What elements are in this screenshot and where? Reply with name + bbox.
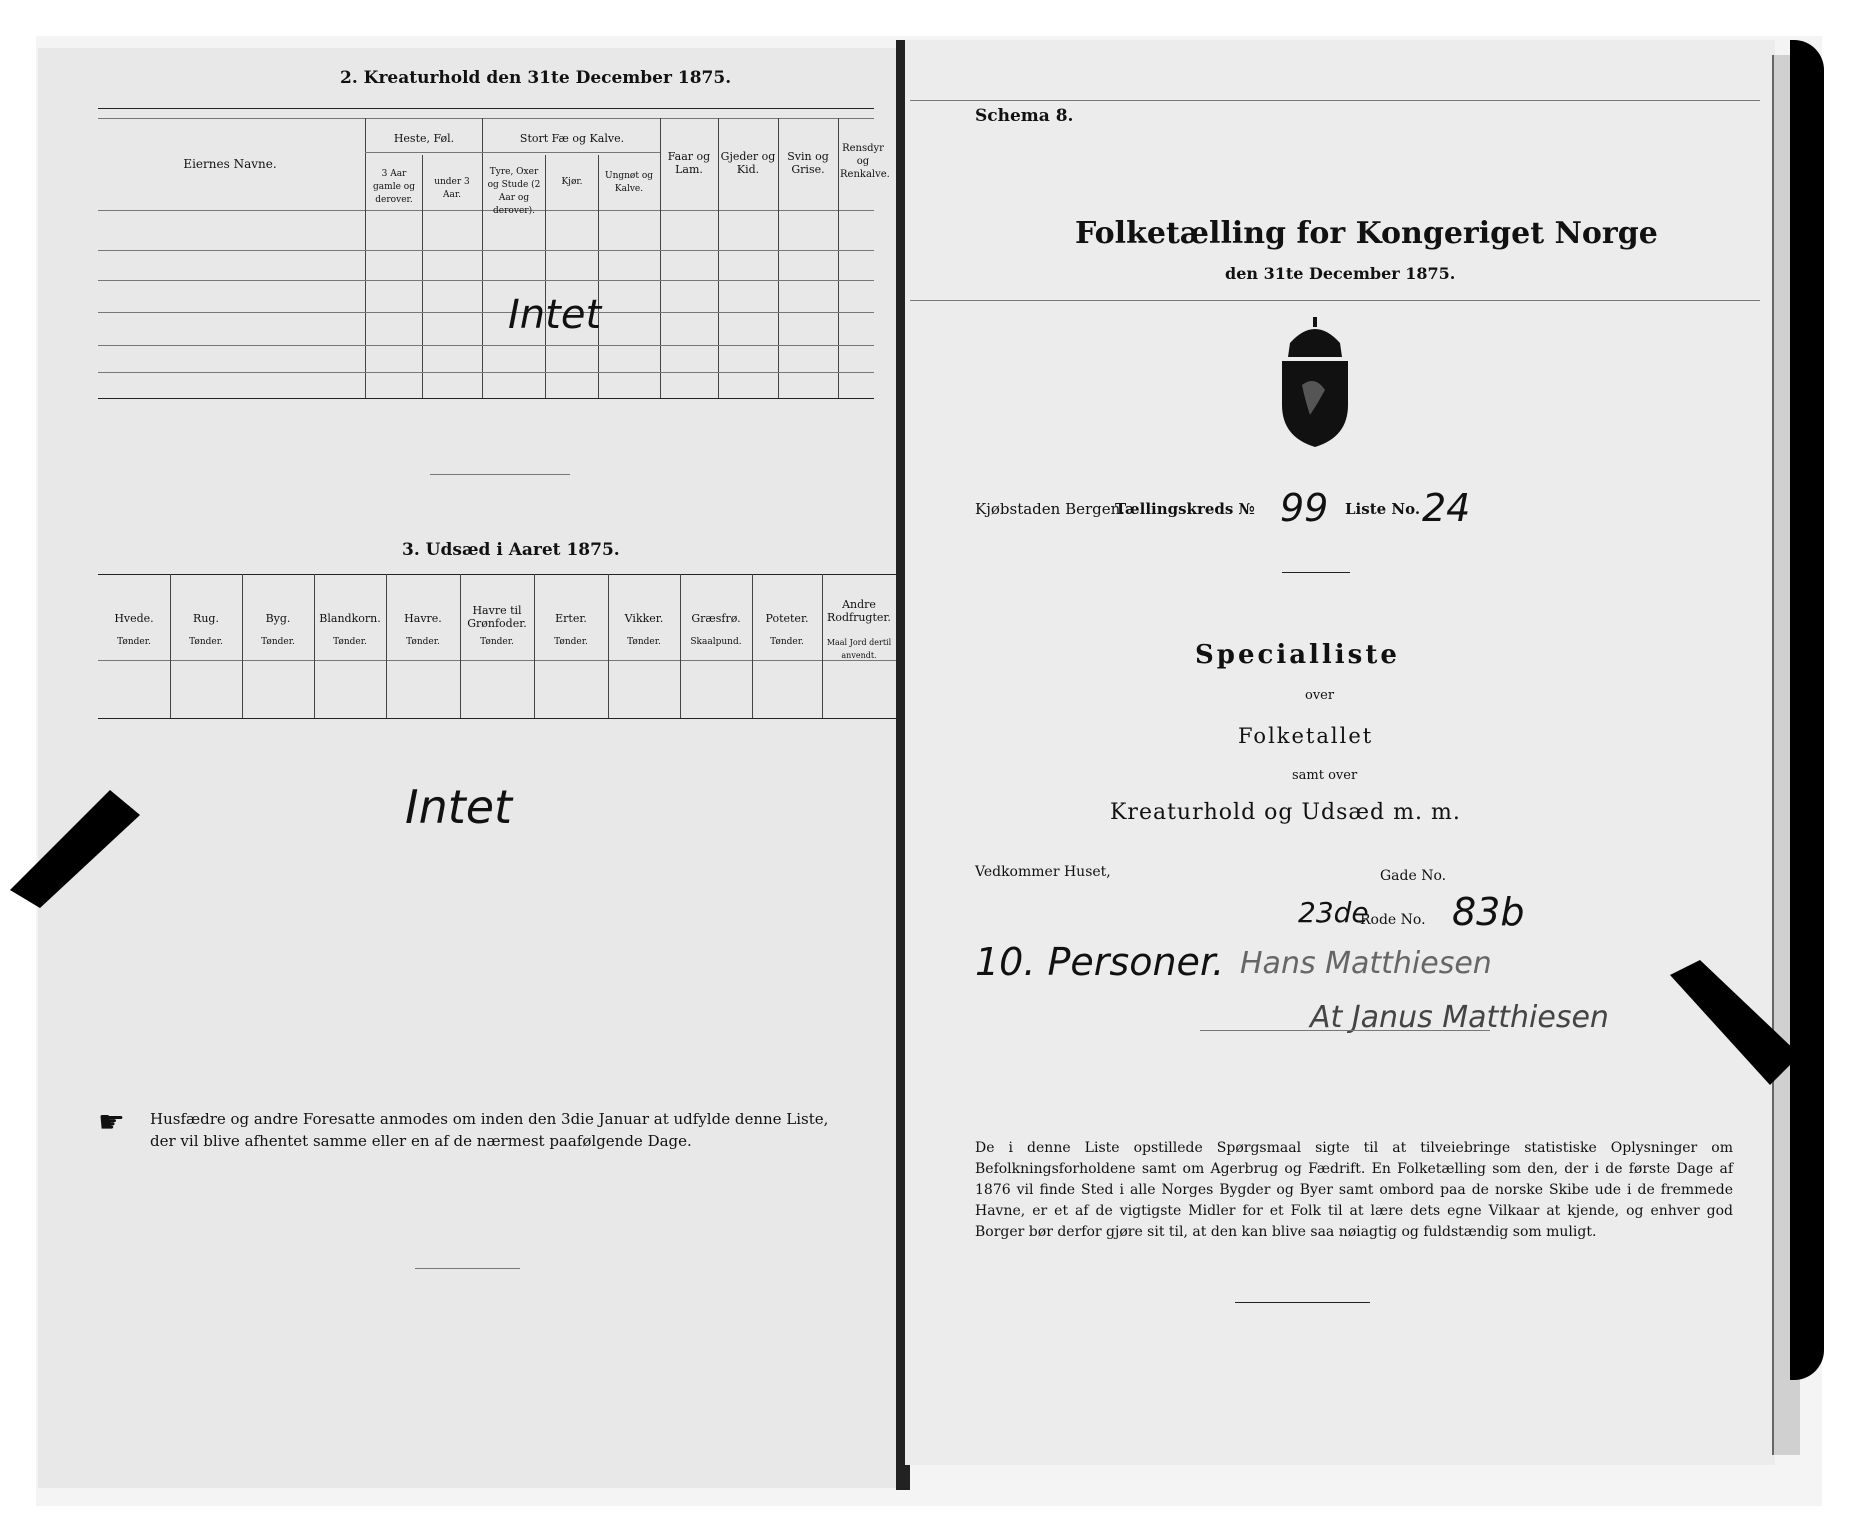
table3-header-graesfro: Græsfrø. <box>691 612 741 625</box>
notice-text: Husfædre og andre Foresatte anmodes om inden den 3die Januar at udfylde denne Liste, der vil blive afhentet samme eller en af de nærmest paafølgende Dage. <box>150 1110 829 1150</box>
table3-header-blandkorn: Blandkorn. <box>319 612 381 625</box>
table3-unit: Tønder. <box>770 637 804 647</box>
table3-top-rule <box>98 574 896 575</box>
owner-name-2: At Janus Matthiesen <box>1310 1000 1609 1035</box>
table3-unit: Tønder. <box>189 637 223 647</box>
tab-marker-left-icon <box>0 780 150 910</box>
section3-title: 3. Udsæd i Aaret 1875. <box>402 540 620 560</box>
folketallet-label: Folketallet <box>1238 724 1374 748</box>
table3-col-line <box>752 574 753 718</box>
left-page <box>38 48 898 1488</box>
over-label: over <box>1305 688 1335 703</box>
table3-header-erter: Erter. <box>555 612 587 625</box>
rode-value: 83b <box>1452 890 1525 934</box>
table3-col-line <box>534 574 535 718</box>
scan-border-bottom <box>0 1506 1850 1536</box>
table3-header-vikker: Vikker. <box>624 612 664 625</box>
rode-prefix: 23de <box>1298 896 1369 929</box>
table2-col-line <box>660 118 661 398</box>
gade-label: Gade No. <box>1380 868 1447 884</box>
table3-header-byg: Byg. <box>265 612 291 625</box>
book-corner-right <box>1790 40 1824 1380</box>
table2-row-rule <box>98 280 874 281</box>
table2-row-rule <box>98 312 874 313</box>
table2-owner-header: Eiernes Navne. <box>183 157 277 171</box>
table2-col-line <box>482 118 483 398</box>
table2-sub-header: Ungnøt og Kalve. <box>604 171 653 194</box>
table2-row-rule <box>98 345 874 346</box>
table3-header-rug: Rug. <box>193 612 219 625</box>
table2-sub-header: Kjør. <box>561 177 583 187</box>
table3-unit: Tønder. <box>480 637 514 647</box>
table2-reindeer-header: Rensdyr og Renkalve. <box>840 143 890 180</box>
table2-top-rule <box>98 108 874 109</box>
table3-col-line <box>460 574 461 718</box>
table2-top-rule-2 <box>98 118 874 119</box>
table2-goats-header: Gjeder og Kid. <box>720 150 776 176</box>
table3-unit: Skaalpund. <box>690 637 742 647</box>
table2-col-line <box>718 118 719 398</box>
census-title: Folketælling for Kongeriget Norge <box>1075 216 1658 251</box>
table2-bottom-rule <box>98 398 874 399</box>
table2-sheep-header: Faar og Lam. <box>667 150 711 176</box>
table2-col-line <box>838 118 839 398</box>
table2-col-line <box>778 118 779 398</box>
census-subtitle: den 31te December 1875. <box>1225 264 1456 283</box>
table3-header-havre: Havre. <box>404 612 442 625</box>
norway-coat-of-arms-icon <box>1270 315 1360 450</box>
table3-header-poteter: Poteter. <box>765 612 809 625</box>
table3-col-line <box>822 574 823 718</box>
table3-col-line <box>314 574 315 718</box>
schema-label: Schema 8. <box>975 106 1074 126</box>
table3-col-line <box>608 574 609 718</box>
table2-row-rule <box>98 250 874 251</box>
table3-unit: Tønder. <box>117 637 151 647</box>
town-label: Kjøbstaden Bergen. <box>975 500 1126 518</box>
faint-rule <box>910 300 1760 301</box>
table3-header-rule <box>98 660 896 661</box>
table2-row-rule <box>98 372 874 373</box>
table2-col-line <box>422 155 423 398</box>
persons-count: 10. Personer. <box>975 940 1225 984</box>
rode-label: Rode No. <box>1360 912 1426 928</box>
table2-col-line <box>545 155 546 398</box>
table2-col-line <box>365 118 366 398</box>
table3-header-hvede: Hvede. <box>114 612 154 625</box>
list-value: 24 <box>1422 486 1471 530</box>
scan-border-left <box>0 0 36 1536</box>
table3-unit: Tønder. <box>406 637 440 647</box>
bottom-short-rule <box>415 1268 520 1269</box>
kreaturhold-label: Kreaturhold og Udsæd m. m. <box>1110 800 1461 825</box>
faint-rule <box>910 100 1760 101</box>
table3-bottom-rule <box>98 718 896 719</box>
table2-sub-header: 3 Aar gamle og derover. <box>373 169 415 205</box>
table3-handwritten-entry: Intet <box>405 780 513 834</box>
scan-border-right <box>1822 0 1850 1536</box>
table3-col-line <box>680 574 681 718</box>
district-label: Tællingskreds № <box>1115 500 1255 518</box>
table2-col-line <box>598 155 599 398</box>
section2-title: 2. Kreaturhold den 31te December 1875. <box>340 68 732 88</box>
table2-subheader-rule <box>365 152 660 153</box>
right-page <box>905 40 1775 1465</box>
tab-marker-right-icon <box>1660 955 1810 1095</box>
table3-header-andre-rodfrugter: Andre Rodfrugter. <box>827 598 891 624</box>
table3-unit: Tønder. <box>554 637 588 647</box>
table3-unit: Tønder. <box>627 637 661 647</box>
samt-over-label: samt over <box>1292 768 1358 783</box>
table2-cattle-header: Stort Fæ og Kalve. <box>519 132 625 145</box>
separator-short-rule <box>430 474 570 475</box>
title-separator-rule <box>1282 572 1350 573</box>
table3-col-line <box>170 574 171 718</box>
table2-pigs-header: Svin og Grise. <box>787 150 829 176</box>
table3-unit: Tønder. <box>333 637 367 647</box>
owner-name-1: Hans Matthiesen <box>1240 946 1492 981</box>
table2-sub-header: Tyre, Oxer og Stude (2 Aar og derover). <box>487 167 541 216</box>
pointing-hand-icon: ☛ <box>98 1105 125 1140</box>
table2-horses-header: Heste, Føl. <box>393 132 455 145</box>
list-label: Liste No. <box>1345 500 1421 518</box>
district-value: 99 <box>1280 486 1329 530</box>
table3-unit: Tønder. <box>261 637 295 647</box>
table2-handwritten-entry: Intet <box>508 292 602 338</box>
table3-header-havre-gronfoder: Havre til Grønfoder. <box>467 604 527 630</box>
footer-paragraph: De i denne Liste opstillede Spørgsmaal sigte til at tilveiebringe statistiske Oplysninger om Befolkningsforholdene samt om Agerbrug og Fædrift. En Folketælling som den, der i de første Dage af 1876 vil finde Sted i alle Norges Bygder og Byer samt ombord paa de norske Skibe ude i de fremmede Havne, er et af de vigtigste Midler for et Folk til at lære dets egne Vilkaar at kjende, og enhver god Borger bør derfor gjøre sit til, at den kan blive saa nøiagtig og fuldstændig som muligt. <box>975 1140 1733 1240</box>
table3-unit: Maal Jord dertil anvendt. <box>826 638 892 660</box>
table2-sub-header: under 3 Aar. <box>434 177 470 200</box>
footer-rule <box>1235 1302 1370 1303</box>
scan-border-top <box>0 0 1850 36</box>
signature-rule <box>1200 1030 1490 1031</box>
house-label: Vedkommer Huset, <box>975 864 1111 880</box>
table3-col-line <box>242 574 243 718</box>
specialliste-title: Specialliste <box>1195 640 1400 670</box>
table3-col-line <box>386 574 387 718</box>
